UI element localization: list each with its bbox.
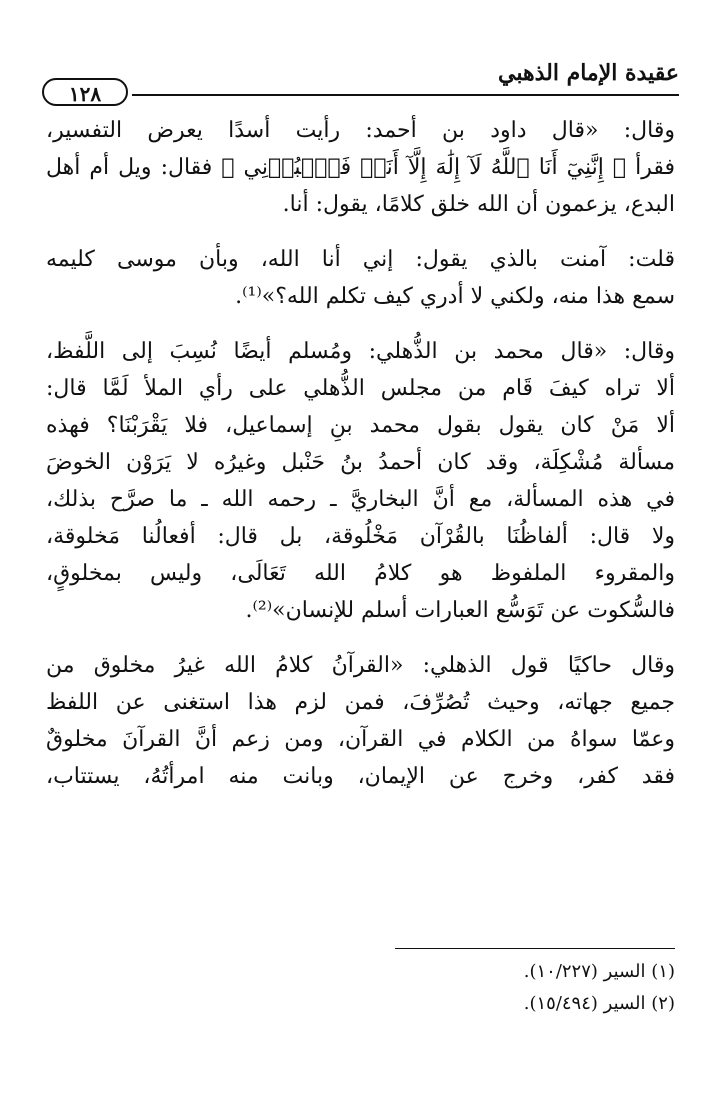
header-rule — [132, 94, 679, 96]
page-number: ١٢٨ — [42, 78, 128, 106]
paragraph-3 — [46, 333, 675, 629]
text-line: مسألة مُشْكِلَة، وقد كان أحمدُ بنُ حَنْبل وغيرُه لا يَرَوْن الخوضَ — [46, 450, 675, 475]
text-line: فقرأ ﴿ إِنَّنِيٓ أَنَا ٱللَّهُ لَآ إِلَٰهَ إِلَّآ أَنَا۠ فَٱعۡبُدۡنِي ﴾ فقال: ويل أم أهل — [46, 155, 675, 180]
page-body — [46, 112, 675, 807]
text-line: وقال حاكيًا قول الذهلي: «القرآنُ كلامُ الله غيرُ مخلوق من — [46, 653, 675, 678]
paragraph-2 — [46, 241, 675, 315]
footnote-separator — [395, 948, 675, 949]
paragraph-4 — [46, 647, 675, 795]
footnote-1: (١) السير (١٠/٢٢٧). — [523, 961, 675, 982]
page-header — [42, 58, 679, 106]
text-line: في هذه المسألة، مع أنَّ البخاريَّ ـ رحمه الله ـ ما صرَّح بذلك، — [46, 487, 675, 512]
footnote-2: (٢) السير (١٥/٤٩٤). — [523, 993, 675, 1014]
footnotes — [46, 956, 675, 1020]
book-title: عقيدة الإمام الذهبي — [498, 60, 679, 86]
text-line: فقد كفر، وخرج عن الإيمان، وبانت منه امرأتُهُ، يستتاب، — [46, 764, 675, 789]
text-line: سمع هذا منه، ولكني لا أدري كيف تكلم الله؟»⁽¹⁾. — [235, 284, 675, 309]
text-line: ألا تراه كيفَ قَام من مجلس الذُّهلي على رأي الملأ لَمَّا قال: — [46, 376, 675, 401]
paragraph-1 — [46, 112, 675, 223]
text-line: ولا قال: ألفاظُنَا بالقُرْآن مَخْلُوقة، بل قال: أفعالُنا مَخلوقة، — [46, 524, 675, 549]
text-line: قلت: آمنت بالذي يقول: إني أنا الله، وبأن موسى كليمه — [46, 247, 675, 272]
text-line: والمقروء الملفوظ هو كلامُ الله تَعَالَى، وليس بمخلوقٍ، — [46, 561, 675, 586]
text-line: ألا مَنْ كان يقول بقول محمد بنِ إسماعيل، فلا يَقْرَبْنَا؟ فهذه — [46, 413, 675, 438]
text-line: وعمّا سواهُ من الكلام في القرآن، ومن زعم أنَّ القرآنَ مخلوقٌ — [46, 727, 675, 752]
text-line: وقال: «قال داود بن أحمد: رأيت أسدًا يعرض التفسير، — [46, 118, 675, 143]
text-line: فالسُّكوت عن تَوَسُّع العبارات أسلم للإنسان»⁽²⁾. — [245, 598, 675, 623]
text-line: وقال: «قال محمد بن الذُّهلي: ومُسلم أيضًا نُسِبَ إلى اللَّفظ، — [46, 339, 675, 364]
text-line: البدع، يزعمون أن الله خلق كلامًا، يقول: أنا. — [282, 192, 675, 217]
text-line: جميع جهاته، وحيث تُصُرِّفَ، فمن لزم هذا استغنى عن اللفظ — [46, 690, 675, 715]
